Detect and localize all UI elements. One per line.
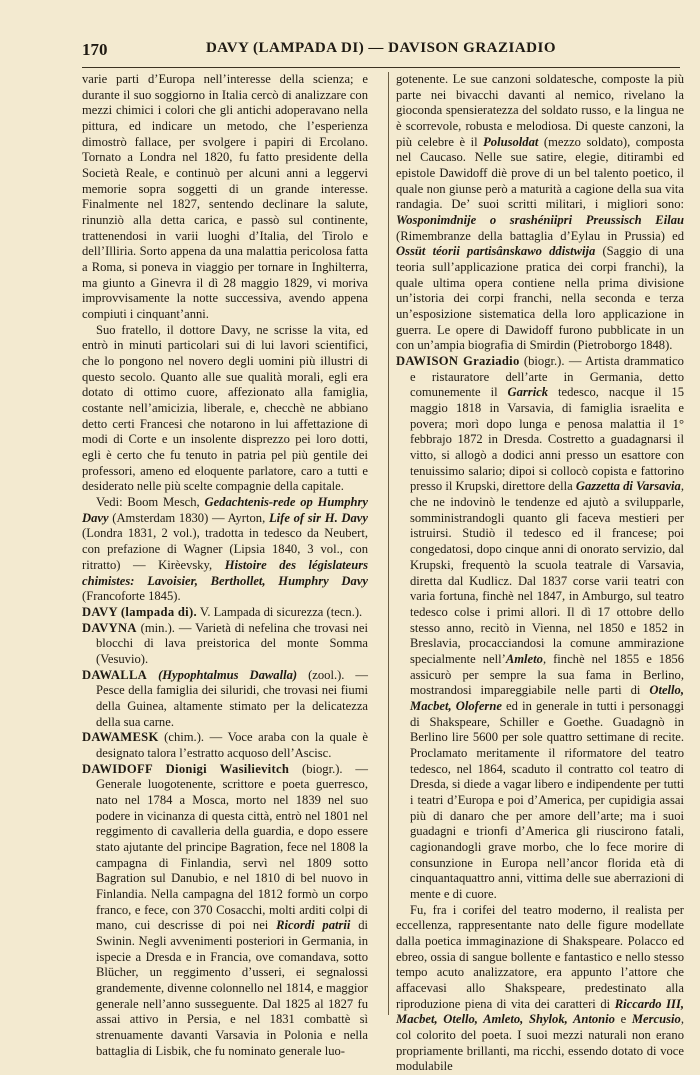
right-column (396, 72, 684, 1074)
entry-davison: DAWISON Graziadio (biogr.). — Artista drammatico e ristauratore dell’arte in Germania, detto comunemente il Garrick tedesco, nacque il 15 maggio 1818 in Varsavia, di famiglia israelita e povera; morì dopo lunga e penosa malattia il 1° febbrajo 1872 in Dresda. Costretto a guadagnarsi il vitto, si allogò a dodici anni presso un esattore con tenuissimo salario; dipoi si collocò copista e fattorino presso il Krupski, direttore della Gazzetta di Varsavia, che ne indovinò le tendenze ed ajutò a svilupparle, somministrandogli quanto gli faceva mestieri per istruirsi. Studiò il tedesco ed il francese; poi congedatosi, dopo cinque anni di onorato servizio, dal Krupski, frequentò la scuola teatrale di Varsavia, diretta dal Kudlicz. Dal 1837 corse varii teatri con varia fortuna, finchè nel 1847, in Amburgo, sul teatro tedesco colse i primi allori. Il dì 17 ottobre dello stesso anno, recitò in Vienna, nel 1850 e 1852 in Breslavia, procacciandosi la comune ammirazione specialmente nell’Amleto, finchè nel 1855 e 1856 assicurò per sempre la sua fama in Berlino, mostrandosi impareggiabile nelle parti di Otello, Macbet, Oloferne ed in generale in tutti i personaggi di Shakspeare, Schiller e Goethe. Guadagnò in Berlino lire 5600 per sole quattro settimane di recite. Proclamato meritamente il riformatore del teatro tedesco, nel 1864, scaduto il contratto col teatro di Dresda, si diede a vagar libero e indipendente per tutti i teatri d’Europa e poi d’America, per cupidigia assai più di danaro che per amore dell’arte; ma i suoi guadagni e trionfi d’America gli riuscirono fatali, cagionandogli grave morbo, che lo fece morire di consunzione in Europa nell’ancor florida età di cinquantaquattro anni, vittima delle sue aberrazioni di mente e di cuore. (396, 354, 684, 901)
running-title: DAVY (LAMPADA DI) — DAVISON GRAZIADIO (205, 40, 557, 56)
entry-dawamesk: DAWAMESK (chim.). — Voce araba con la quale è designato talora l’estratto acquoso dell’Ascisc. (82, 730, 368, 760)
entry-davyna: DAVYNA (min.). — Varietà di nefelina che trovasi nei blocchi di lava preistorica del monte Somma (Vesuvio). (82, 620, 368, 666)
headword: DAWISON Graziadio (396, 354, 520, 369)
entry-dawalla: DAWALLA (Hypophtalmus Dawalla) (zool.). — Pesce della famiglia dei siluridi, che trovasi nei fiumi della Guinea, altamente stimato per la delicatezza della sua carne. (82, 667, 368, 729)
headword: DAVY (lampada di). (82, 604, 197, 619)
paragraph-davy-travels: varie parti d’Europa nell’interesse della scienza; e durante il suo soggiorno in Italia cercò di analizzare con mezzi chimici i colori che gli antichi adoperavano nella pittura, ed indicare un metodo, che l’esperienza dimostrò fallace, per svolgere i papiri di Ercolano. Tornato a Londra nel 1820, fu fatto presidente della Società Reale, e continuò per alcuni anni a leggervi memorie sopra soggetti di un grande interesse. Finalmente nel 1827, sentendo declinare la salute, rinunziò alla detta carica, e passò sul continente, trattenendosi in varii luoghi d’Italia, del Tirolo e dell’Illiria. Sorto appena da una malattia pericolosa fatta a Roma, si poneva in viaggio per tornare in Inghilterra, ma giunto a Ginevra il dì 28 maggio 1829, vi moriva improvvisamente la notte successiva, avendo appena compiuti i cinquant’anni. (82, 72, 368, 322)
paragraph-dawidoff-continued: gotenente. Le sue canzoni soldatesche, composte la più parte nei bivacchi davanti al nemico, rivelano la gioconda spensieratezza del soldato russo, e la lingua ne è scorrevole, robusta e melodiosa. Di queste canzoni, la più celebre è il Polusoldat (mezzo soldato), composta nel Caucaso. Nelle sue satire, elegie, ditirambi ed epistole Dawidoff diè prove di un bel talento poetico, il quale non giunse però a maturità a cagione della sua vita randagia. De’ suoi scritti militari, i migliori sono: Wosponimdnije o srashéniipri Preussisch Eilau (Rimembranze della battaglia d’Eylau in Prussia) ed Ossüt téorii partisânskawo ddistwija (Saggio di una teoria sull’applicazione pratica dei corpi franchi), la quale ultima opera contiene nella prima divisione un’istoria dei corpi franchi, nella seconda e terza un’esposizione sistematica della loro applicazione in guerra. Le opere di Dawidoff furono pubblicate in un con un’ampia biografia di Smirdin (Pietroborgo 1848). (396, 72, 684, 353)
left-column (82, 72, 369, 1058)
headword: DAWAMESK (82, 730, 159, 745)
column-separator (388, 72, 389, 1015)
headword: DAWIDOFF Dionigi Wasilievitch (82, 761, 290, 776)
paragraph-references: Vedi: Boom Mesch, Gedachtenis-rede op Humphry Davy (Amsterdam 1830) — Ayrton, Life of sir H. Davy (Londra 1831, 2 vol.), tradotta in tedesco da Neubert, con prefazione di Wagner (Lipsia 1840, 3 vol., con ritratto) — Kirèevsky, Histoire des législateurs chimistes: Lavoisier, Berthollet, Humphry Davy (Francoforte 1845). (82, 495, 369, 604)
entry-davy-lampada: DAVY (lampada di). V. Lampada di sicurezza (tecn.). (82, 604, 363, 619)
paragraph-davison-style: Fu, fra i corifei del teatro moderno, il realista per eccellenza, rappresentante nato delle figure modellate dalla poetica immaginazione di Shakspeare. Polacco ed ebreo, ossia di sangue bollente e fantastico e nello stesso tempo acuto analizzatore, era appunto l’attore che affacevasi allo Shakspeare, predestinato alla riproduzione piena di vita dei caratteri di Riccardo III, Macbet, Otello, Amleto, Shylok, Antonio e Mercusio, col colorito del poeta. I suoi mezzi naturali non erano propriamente brillanti, ma ricchi, essendo dotato di voce modulabile (396, 902, 684, 1074)
paragraph-davy-character: Suo fratello, il dottore Davy, ne scrisse la vita, ed entrò in minuti particolari sui di lui lavori scientifici, che lo pongono nel novero degli uomini più illustri di questo secolo. Quanto alle sue qualità morali, egli era dotato di ottimo cuore, affezionato alla famiglia, costante nell’amicizia, liberale, e, checchè ne abbiano detto certi Francesi che notarono in lui affettazione di modi di Corte e un insolente disprezzo pei loro dotti, egli è certo che fu tenuto in patria pel più gentile dei professori, ameno ed eloquente parlatore, caro a tutti e desiderato nelle più scelte compagnie della capitale. (82, 322, 368, 494)
header-rule (82, 67, 680, 68)
page-number: 170 (82, 40, 108, 59)
headword: DAWALLA (82, 667, 148, 682)
headword: DAVYNA (82, 620, 137, 635)
entry-dawidoff: DAWIDOFF Dionigi Wasilievitch (biogr.). — Generale luogotenente, scrittore e poeta guerresco, nato nel 1784 a Mosca, morto nel 1839 nel suo podere in vicinanza di questa città, entrò nel 1801 nel reggimento di cavalleria della guardia, e dopo essere stato ajutante del principe Bagration, fece nel 1808 la campagna di Finlandia, servì nel 1809 sotto Bagration sul Danubio, e nel 1810 di bel nuovo in Finlandia. Nella campagna del 1812 formò un corpo franco, e fece, con 370 Cosacchi, molti arditi colpi di mano, cui descrisse di poi nei Ricordi patrii di Swinin. Negli avvenimenti posteriori in Germania, in ispecie a Dresda e in Francia, ove comandava, sotto Blücher, un reggimento d’usseri, ei segnalossi grandemente, divenne colonnello nel 1814, e maggior generale nell’anno susseguente. Dal 1825 al 1827 fu assai attivo in Persia, e nel 1831 combattè sì strenuamente davanti Varsavia in Polonia e nella battaglia di Lisbik, che fu nominato generale luo- (82, 761, 369, 1058)
page-header (82, 40, 680, 62)
